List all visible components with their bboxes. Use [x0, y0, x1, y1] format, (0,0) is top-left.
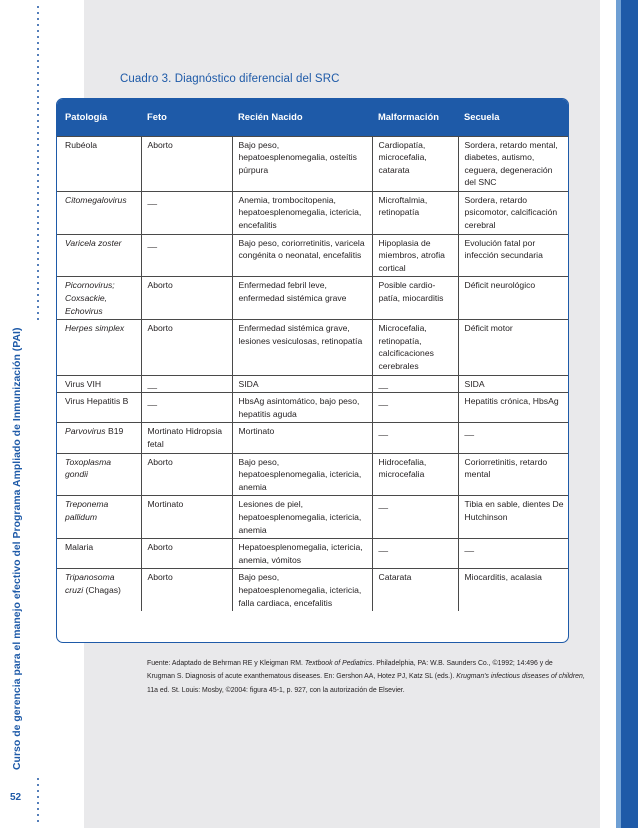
cell-secuela: Sordera, retardo psicomotor, calcificación cerebral: [458, 191, 569, 234]
cell-recien-nacido: Enfermedad sistémica grave, lesiones vesiculosas, retinopatía: [232, 320, 372, 375]
cell-recien-nacido: Anemia, trombocitopenia, hepatoesplenomegalia, ictericia, encefalitis: [232, 191, 372, 234]
cell-recien-nacido: HbsAg asintomático, bajo peso, hepatitis aguda: [232, 393, 372, 423]
cell-secuela: Déficit motor: [458, 320, 569, 375]
page-number: 52: [10, 792, 22, 803]
cell-recien-nacido: SIDA: [232, 375, 372, 393]
cell-malformacion: Cardiopatía, microcefalia, catarata: [372, 136, 458, 191]
species-qualifier: B19: [105, 426, 124, 437]
table-row: [57, 496, 569, 539]
cell-feto: __: [141, 393, 232, 423]
cell-recien-nacido: Hepatoesplenomegalia, ictericia, anemia, vómitos: [232, 539, 372, 569]
cell-feto: Aborto: [141, 277, 232, 320]
cell-feto: Aborto: [141, 453, 232, 496]
cell-secuela: __: [458, 539, 569, 569]
table-row: [57, 375, 569, 393]
cell-patologia: Treponema pallidum: [57, 496, 141, 539]
header-patologia: Patología: [57, 99, 141, 136]
species-name: Parvovirus: [65, 426, 106, 437]
right-edge-stripe: [616, 0, 621, 828]
table-row: [57, 393, 569, 423]
cell-recien-nacido: Bajo peso, hepatoesplenomegalia, osteítis púrpura: [232, 136, 372, 191]
table-header-row: [57, 99, 569, 136]
cell-malformacion: __: [372, 393, 458, 423]
cell-recien-nacido: Bajo peso, hepatoesplenomegalia, ictericia, falla cardiaca, encefalitis: [232, 569, 372, 611]
running-title: [12, 327, 24, 770]
cell-patologia: Virus VIH: [57, 375, 141, 393]
table-caption: Cuadro 3. Diagnóstico diferencial del SRC: [120, 73, 340, 85]
cell-feto: Mortinato: [141, 496, 232, 539]
cell-feto: Aborto: [141, 320, 232, 375]
cell-patologia: Picornovirus; Coxsackie, Echovirus: [57, 277, 141, 320]
cell-secuela: Sordera, retardo mental, diabetes, autismo, ceguera, degeneración del SNC: [458, 136, 569, 191]
page-content: [65, 0, 600, 828]
left-margin: [0, 0, 48, 828]
table-row: [57, 277, 569, 320]
cell-patologia: Citomegalovirus: [57, 191, 141, 234]
cell-malformacion: Hidrocefalia, microcefalia: [372, 453, 458, 496]
header-malformacion: Malformación: [372, 99, 458, 136]
cell-recien-nacido: Bajo peso, hepatoesplenomegalia, ictericia, anemia: [232, 453, 372, 496]
cell-feto: Mortinato Hidropsia fetal: [141, 423, 232, 453]
cell-feto: Aborto: [141, 136, 232, 191]
differential-diagnosis-table: [56, 98, 569, 643]
cell-malformacion: Hipoplasia de miembros, atrofia cortical: [372, 234, 458, 277]
species-name: Tripanosoma cruzi: [65, 572, 115, 595]
dotted-rule-top: [37, 4, 39, 322]
cell-secuela: SIDA: [458, 375, 569, 393]
cell-patologia: Toxoplasma gondii: [57, 453, 141, 496]
cell-secuela: Miocarditis, acalasia: [458, 569, 569, 611]
source-book-1: Textbook of Pediatrics: [304, 660, 373, 667]
header-recien-nacido: Recién Nacido: [232, 99, 372, 136]
cell-patologia: Herpes simplex: [57, 320, 141, 375]
cell-malformacion: __: [372, 496, 458, 539]
cell-malformacion: __: [372, 423, 458, 453]
running-title-text: Curso de gerencia para el manejo efectivo del Programa Ampliado de Inmunización (PAI): [12, 327, 23, 770]
table-row: [57, 569, 569, 611]
cell-patologia: Varicela zoster: [57, 234, 141, 277]
species-qualifier: (Chagas): [83, 584, 121, 595]
table-body: [57, 136, 569, 611]
cell-patologia: Rubéola: [57, 136, 141, 191]
cell-secuela: Hepatitis crónica, HbsAg: [458, 393, 569, 423]
cell-recien-nacido: Enfermedad febril leve, enfermedad sistémica grave: [232, 277, 372, 320]
table-row: [57, 136, 569, 191]
cell-patologia: [57, 423, 141, 453]
table: [57, 99, 569, 611]
cell-patologia: [57, 569, 141, 611]
header-feto: Feto: [141, 99, 232, 136]
cell-secuela: Evolución fatal por infección secundaria: [458, 234, 569, 277]
source-line2-post: , 11a ed. St. Louis: Mosby, ©2004: figura 45-1, p. 927, con la autorización de Elsevier.: [147, 673, 585, 694]
table-row: [57, 453, 569, 496]
cell-patologia: Virus Hepatitis B: [57, 393, 141, 423]
cell-malformacion: __: [372, 375, 458, 393]
cell-feto: __: [141, 375, 232, 393]
source-line2-pre: Krugman S. Diagnosis of acute exanthematous diseases. En: Gershon AA, Hotez PJ, Katz SL (eds.).: [147, 673, 457, 681]
cell-recien-nacido: Lesiones de piel, hepatoesplenomegalia, ictericia, anemia: [232, 496, 372, 539]
cell-secuela: Tibia en sable, dientes De Hutchinson: [458, 496, 569, 539]
cell-recien-nacido: Mortinato: [232, 423, 372, 453]
source-book-2: Krugman's infectious diseases of children: [456, 673, 583, 681]
cell-feto: Aborto: [141, 569, 232, 611]
cell-malformacion: Microftalmia, retinopatía: [372, 191, 458, 234]
table-row: [57, 191, 569, 234]
source-note: [147, 657, 597, 697]
cell-secuela: Déficit neurológico: [458, 277, 569, 320]
cell-malformacion: Microcefalia, retinopatía, calcificaciones cerebrales: [372, 320, 458, 375]
cell-secuela: Coriorretinitis, retardo mental: [458, 453, 569, 496]
cell-recien-nacido: Bajo peso, coriorretinitis, varicela congénita o neonatal, encefalitis: [232, 234, 372, 277]
cell-malformacion: Posible cardio-patía, miocarditis: [372, 277, 458, 320]
source-line1-post: . Philadelphia, PA: W.B. Saunders Co., ©1992; 14:496 y de: [372, 660, 553, 667]
cell-malformacion: Catarata: [372, 569, 458, 611]
header-secuela: Secuela: [458, 99, 569, 136]
cell-secuela: __: [458, 423, 569, 453]
cell-feto: __: [141, 234, 232, 277]
cell-malformacion: __: [372, 539, 458, 569]
table-row: [57, 320, 569, 375]
table-row: [57, 423, 569, 453]
right-edge-band: [616, 0, 638, 828]
cell-feto: Aborto: [141, 539, 232, 569]
cell-feto: __: [141, 191, 232, 234]
source-line1-pre: Fuente: Adaptado de Behrman RE y Kleigman RM.: [147, 660, 305, 667]
dotted-rule-bottom: [37, 776, 39, 824]
table-row: [57, 234, 569, 277]
cell-patologia: Malaria: [57, 539, 141, 569]
table-row: [57, 539, 569, 569]
